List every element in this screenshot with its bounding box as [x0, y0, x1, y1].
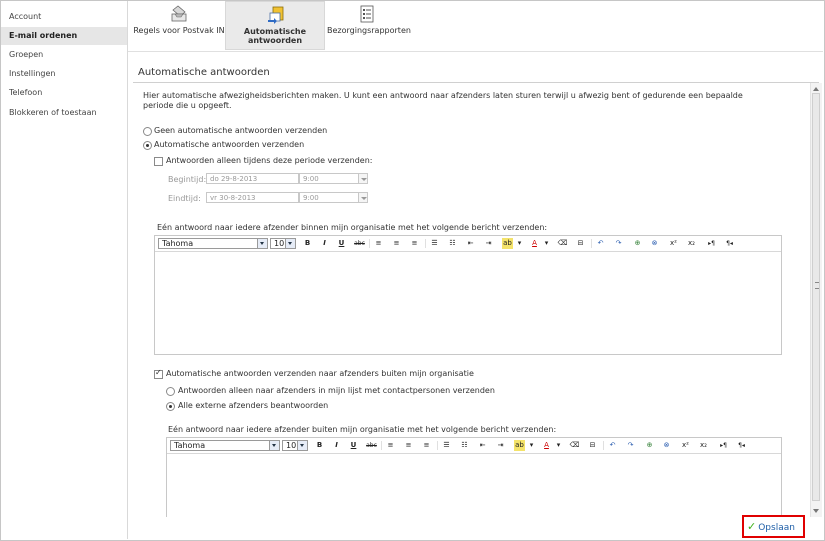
horizontal-line-icon[interactable]: ⊟	[589, 441, 596, 449]
redo-icon[interactable]: ↷	[627, 441, 634, 449]
chevron-down-icon[interactable]: ▾	[529, 441, 534, 449]
toolbar-separator	[381, 441, 382, 450]
chevron-down-icon	[269, 441, 279, 450]
scroll-down-icon[interactable]	[813, 509, 819, 513]
internal-size-value: 10	[274, 239, 285, 248]
external-editor-toolbar	[167, 438, 781, 454]
eraser-icon[interactable]: ⌫	[569, 441, 580, 449]
intro-text: Hier automatische afwezigheidsberichten maken. U kunt een antwoord naar afzenders laten sturen terwijl u afwezig bent of gedurende een bepaalde periode die u opgeeft.	[143, 91, 743, 110]
rtl-button[interactable]: ¶◂	[726, 240, 733, 247]
horizontal-line-icon[interactable]: ⊟	[577, 239, 584, 247]
decrease-indent-icon[interactable]: ⇤	[479, 441, 486, 449]
font-color-icon[interactable]: A	[544, 441, 549, 449]
toolbar-separator	[603, 441, 604, 450]
no-auto-reply-radio[interactable]	[143, 127, 152, 136]
italic-button[interactable]: I	[323, 239, 326, 247]
internal-font-value: Tahoma	[162, 239, 194, 248]
start-time-label: Begintijd:	[168, 175, 207, 184]
start-date-field[interactable]: do 29-8-2013	[206, 173, 299, 184]
automatic-replies-icon	[265, 5, 285, 25]
toolbar-inbox-rules-label: Regels voor Postvak IN	[133, 26, 225, 35]
chevron-down-icon	[297, 441, 307, 450]
all-external-radio[interactable]	[166, 402, 175, 411]
toolbar	[128, 1, 823, 52]
align-center-icon[interactable]: ≡	[405, 441, 412, 449]
external-font-select[interactable]	[170, 440, 280, 451]
send-auto-reply-radio[interactable]	[143, 141, 152, 150]
superscript-button[interactable]: x²	[670, 239, 677, 247]
grip-icon	[815, 282, 819, 289]
align-center-icon[interactable]: ≡	[393, 239, 400, 247]
bold-button[interactable]: B	[316, 441, 323, 449]
italic-button[interactable]: I	[335, 441, 338, 449]
bullet-list-icon[interactable]: ☰	[431, 239, 438, 247]
subscript-button[interactable]: x₂	[700, 441, 707, 449]
internal-message-editor[interactable]	[154, 235, 782, 355]
font-color-icon[interactable]: A	[532, 239, 537, 247]
strikethrough-button[interactable]: abc	[354, 240, 365, 247]
strikethrough-button[interactable]: abc	[366, 442, 377, 449]
decrease-indent-icon[interactable]: ⇤	[467, 239, 474, 247]
highlight-icon[interactable]: ab	[515, 441, 524, 449]
sidebar	[1, 1, 128, 539]
content-panel	[133, 83, 809, 517]
bold-button[interactable]: B	[304, 239, 311, 247]
rtl-button[interactable]: ¶◂	[738, 442, 745, 449]
sidebar-item-telefoon[interactable]: Telefoon	[9, 88, 43, 97]
send-auto-reply-label: Automatische antwoorden verzenden	[154, 140, 305, 149]
end-date-field[interactable]: vr 30-8-2013	[206, 192, 299, 203]
ltr-button[interactable]: ▸¶	[708, 240, 715, 247]
external-checkbox[interactable]	[154, 370, 163, 379]
sidebar-item-email-ordenen[interactable]: E-mail ordenen	[1, 27, 127, 45]
sidebar-item-instellingen[interactable]: Instellingen	[9, 69, 56, 78]
bullet-list-icon[interactable]: ☰	[443, 441, 450, 449]
undo-icon[interactable]: ↶	[609, 441, 616, 449]
increase-indent-icon[interactable]: ⇥	[497, 441, 504, 449]
numbered-list-icon[interactable]: ☷	[449, 239, 456, 247]
save-button[interactable]	[742, 515, 805, 538]
eraser-icon[interactable]: ⌫	[557, 239, 568, 247]
chevron-down-icon	[285, 239, 295, 248]
end-time-dropdown-icon[interactable]	[358, 192, 368, 203]
toolbar-separator	[369, 239, 370, 248]
start-time-dropdown-icon[interactable]	[358, 173, 368, 184]
contacts-only-label: Antwoorden alleen naar afzenders in mijn lijst met contactpersonen verzenden	[178, 386, 495, 395]
all-external-label: Alle externe afzenders beantwoorden	[178, 401, 329, 410]
page-title: Automatische antwoorden	[138, 67, 270, 78]
toolbar-automatic-replies-label-1: Automatische	[243, 27, 307, 36]
scrollbar-thumb[interactable]	[812, 93, 820, 501]
redo-icon[interactable]: ↷	[615, 239, 622, 247]
underline-button[interactable]: U	[350, 441, 357, 449]
external-message-editor[interactable]	[166, 437, 782, 517]
checkmark-icon: ✓	[747, 520, 757, 533]
underline-button[interactable]: U	[338, 239, 345, 247]
align-right-icon[interactable]: ≡	[423, 441, 430, 449]
internal-font-select[interactable]	[158, 238, 268, 249]
align-left-icon[interactable]: ≡	[387, 441, 394, 449]
internal-heading: Eén antwoord naar iedere afzender binnen mijn organisatie met het volgende bericht verzenden:	[157, 223, 548, 232]
link-icon[interactable]: ⊕	[646, 441, 653, 449]
unlink-icon[interactable]: ⊗	[651, 239, 658, 247]
period-only-checkbox[interactable]	[154, 157, 163, 166]
toolbar-inbox-rules-button[interactable]	[133, 1, 225, 50]
toolbar-separator	[437, 441, 438, 450]
period-only-label: Antwoorden alleen tijdens deze periode verzenden:	[166, 156, 373, 165]
external-font-value: Tahoma	[174, 441, 206, 450]
toolbar-separator	[425, 239, 426, 248]
no-auto-reply-label: Geen automatische antwoorden verzenden	[154, 126, 328, 135]
unlink-icon[interactable]: ⊗	[663, 441, 670, 449]
external-heading: Eén antwoord naar iedere afzender buiten mijn organisatie met het volgende bericht verzenden:	[168, 425, 557, 434]
scroll-up-icon[interactable]	[813, 87, 819, 91]
toolbar-automatic-replies-button[interactable]	[225, 1, 325, 50]
contacts-only-radio[interactable]	[166, 387, 175, 396]
chevron-down-icon[interactable]: ▾	[556, 441, 561, 449]
align-left-icon[interactable]: ≡	[375, 239, 382, 247]
toolbar-delivery-reports-button[interactable]	[327, 1, 411, 50]
end-time-field[interactable]: 9:00	[299, 192, 359, 203]
save-button-content	[747, 520, 795, 535]
inbox-rules-icon	[169, 4, 189, 24]
internal-size-select[interactable]	[270, 238, 296, 249]
end-time-label: Eindtijd:	[168, 194, 201, 203]
numbered-list-icon[interactable]: ☷	[461, 441, 468, 449]
sidebar-item-blokkeren[interactable]: Blokkeren of toestaan	[9, 108, 97, 117]
chevron-down-icon[interactable]: ▾	[517, 239, 522, 247]
subscript-button[interactable]: x₂	[688, 239, 695, 247]
external-size-value: 10	[286, 441, 297, 450]
ltr-button[interactable]: ▸¶	[720, 442, 727, 449]
superscript-button[interactable]: x²	[682, 441, 689, 449]
save-label: Opslaan	[758, 523, 795, 533]
external-size-select[interactable]	[282, 440, 308, 451]
increase-indent-icon[interactable]: ⇥	[485, 239, 492, 247]
highlight-icon[interactable]: ab	[503, 239, 512, 247]
chevron-down-icon	[257, 239, 267, 248]
content-scrollbar[interactable]	[810, 83, 822, 517]
toolbar-automatic-replies-label-2: antwoorden	[247, 36, 303, 45]
sidebar-item-groepen[interactable]: Groepen	[9, 50, 44, 59]
sidebar-item-account[interactable]: Account	[9, 12, 42, 21]
external-checkbox-label: Automatische antwoorden verzenden naar afzenders buiten mijn organisatie	[166, 369, 474, 378]
link-icon[interactable]: ⊕	[634, 239, 641, 247]
start-time-field[interactable]: 9:00	[299, 173, 359, 184]
align-right-icon[interactable]: ≡	[411, 239, 418, 247]
chevron-down-icon[interactable]: ▾	[544, 239, 549, 247]
delivery-reports-icon	[357, 4, 377, 24]
toolbar-separator	[591, 239, 592, 248]
undo-icon[interactable]: ↶	[597, 239, 604, 247]
internal-editor-toolbar	[155, 236, 781, 252]
toolbar-delivery-reports-label: Bezorgingsrapporten	[327, 26, 411, 35]
